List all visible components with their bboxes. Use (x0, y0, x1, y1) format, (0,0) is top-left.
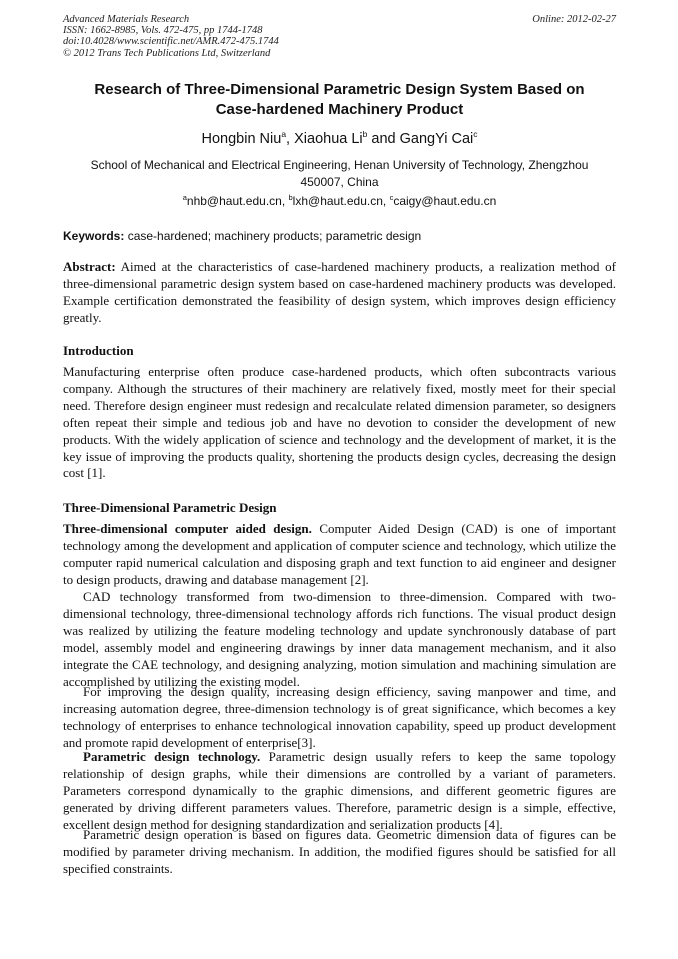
title-line-2: Case-hardened Machinery Product (215, 101, 464, 118)
section-paragraph-1 (63, 521, 616, 589)
section-paragraph-4 (63, 749, 616, 834)
section-paragraph-3: For improving the design quality, increasing design efficiency, saving manpower and time, and increasing automation degree, three-dimension technology is of great significance, which becomes a key technology of enterprises to enhance technological innovation capability, speed up product development and promote rapid development of enterprise[3]. (63, 684, 616, 750)
keywords-label: Keywords: (63, 229, 125, 243)
abstract-text: Aimed at the characteristics of case-hardened machinery products, a realization method of three-dimensional parametric design system based on case-hardened machinery products was developed. Example certification demonstrated the feasibility of design system, which improves design efficiency greatly. (63, 259, 616, 325)
online-date: Online: 2012-02-27 (532, 14, 616, 25)
author-separator: , (286, 131, 295, 147)
affiliation (63, 157, 616, 191)
subsection-label-cad: Three-dimensional computer aided design. (63, 521, 312, 536)
introduction-paragraph: Manufacturing enterprise often produce case-hardened products, which often subcontracts various company. Although the structures of their machinery are relatively fixed, mostly meet for their special need. Therefore design engineer must redesign and recalculate related dimension parameter, so designers often repeat their simple and tedious job and have no devotion to consider the development of new products. With the widely application of science and technology and the development of market, it is the key issue of improving the products quality, shortening the products design cycles, decreasing the design cost [1]. (63, 364, 616, 481)
issn-line: ISSN: 1662-8985, Vols. 472-475, pp 1744-1748 (63, 25, 263, 37)
author-superscript: a (281, 129, 287, 139)
email-link[interactable]: caigy@haut.edu.cn (393, 194, 497, 208)
keywords (63, 228, 616, 244)
title-line-1: Research of Three-Dimensional Parametric Design System Based on (94, 81, 585, 98)
paper-title (63, 80, 616, 120)
author-name: Xiaohua Li (294, 131, 363, 147)
section-paragraph-2: CAD technology transformed from two-dimension to three-dimension. Compared with two-dimensional technology, three-dimensional technology affords rich functions. The visual product design was realized by utilizing the feature modeling technology and update synchronously database of part model, assembly model and engineering drawings by inner data management mechanism, and it also integrate the CAE technology, and designing analyzing, motion simulation and machining simulation are accomplished by utilizing the existing model. (63, 589, 616, 689)
paragraph-text: Parametric design usually refers to keep the same topology relationship of design graphs, while their dimensions are controlled by a variant of parameters. Parameters correspond dynamically to the graphic dimensions, and different geometric figures are generated by driving different parameters values. Therefore, parametric design is a simple, effective, excellent design method for designing standardization and serialization products [4]. (63, 749, 616, 832)
affiliation-line-2: 450007, China (300, 175, 379, 189)
author-name: GangYi Cai (399, 131, 474, 147)
author-list (63, 130, 616, 148)
journal-header (63, 14, 616, 59)
journal-name: Advanced Materials Research (63, 14, 190, 25)
doi-link[interactable]: doi:10.4028/www.scientific.net/AMR.472-475.1744 (63, 36, 279, 48)
email-separator: , (281, 194, 289, 208)
section-heading: Three-Dimensional Parametric Design (63, 500, 277, 515)
affiliation-line-1: School of Mechanical and Electrical Engineering, Henan University of Technology, Zhengzhou (90, 158, 589, 172)
email-superscript: a (182, 193, 187, 202)
section-paragraph-5: Parametric design operation is based on figures data. Geometric dimension data of figures can be modified by parameter driving mechanism. In addition, the modified figures should be satisfied for all specified constraints. (63, 827, 616, 876)
paragraph-text: Computer Aided Design (CAD) is one of important technology among the development and application of computer science and technology, which utilize the computer rapid numerical calculation and disposing graph and text function to aid engineer and designer to design products, drawing and database management [2]. (63, 521, 616, 587)
author-superscript: c (473, 129, 478, 139)
keywords-text: case-hardened; machinery products; parametric design (124, 229, 422, 243)
author-separator: and (367, 131, 400, 147)
email-superscript: c (389, 193, 394, 202)
author-name: Hongbin Niu (201, 131, 282, 147)
introduction-heading: Introduction (63, 343, 134, 358)
email-list (63, 193, 616, 209)
subsection-label-parametric: Parametric design technology. (83, 749, 261, 764)
copyright-line: © 2012 Trans Tech Publications Ltd, Switzerland (63, 47, 271, 59)
author-superscript: b (362, 129, 368, 139)
email-link[interactable]: nhb@haut.edu.cn (186, 194, 282, 208)
email-superscript: b (288, 193, 293, 202)
abstract-label: Abstract: (63, 259, 116, 274)
email-link[interactable]: lxh@haut.edu.cn (292, 194, 383, 208)
abstract (63, 259, 616, 327)
email-separator: , (382, 194, 390, 208)
